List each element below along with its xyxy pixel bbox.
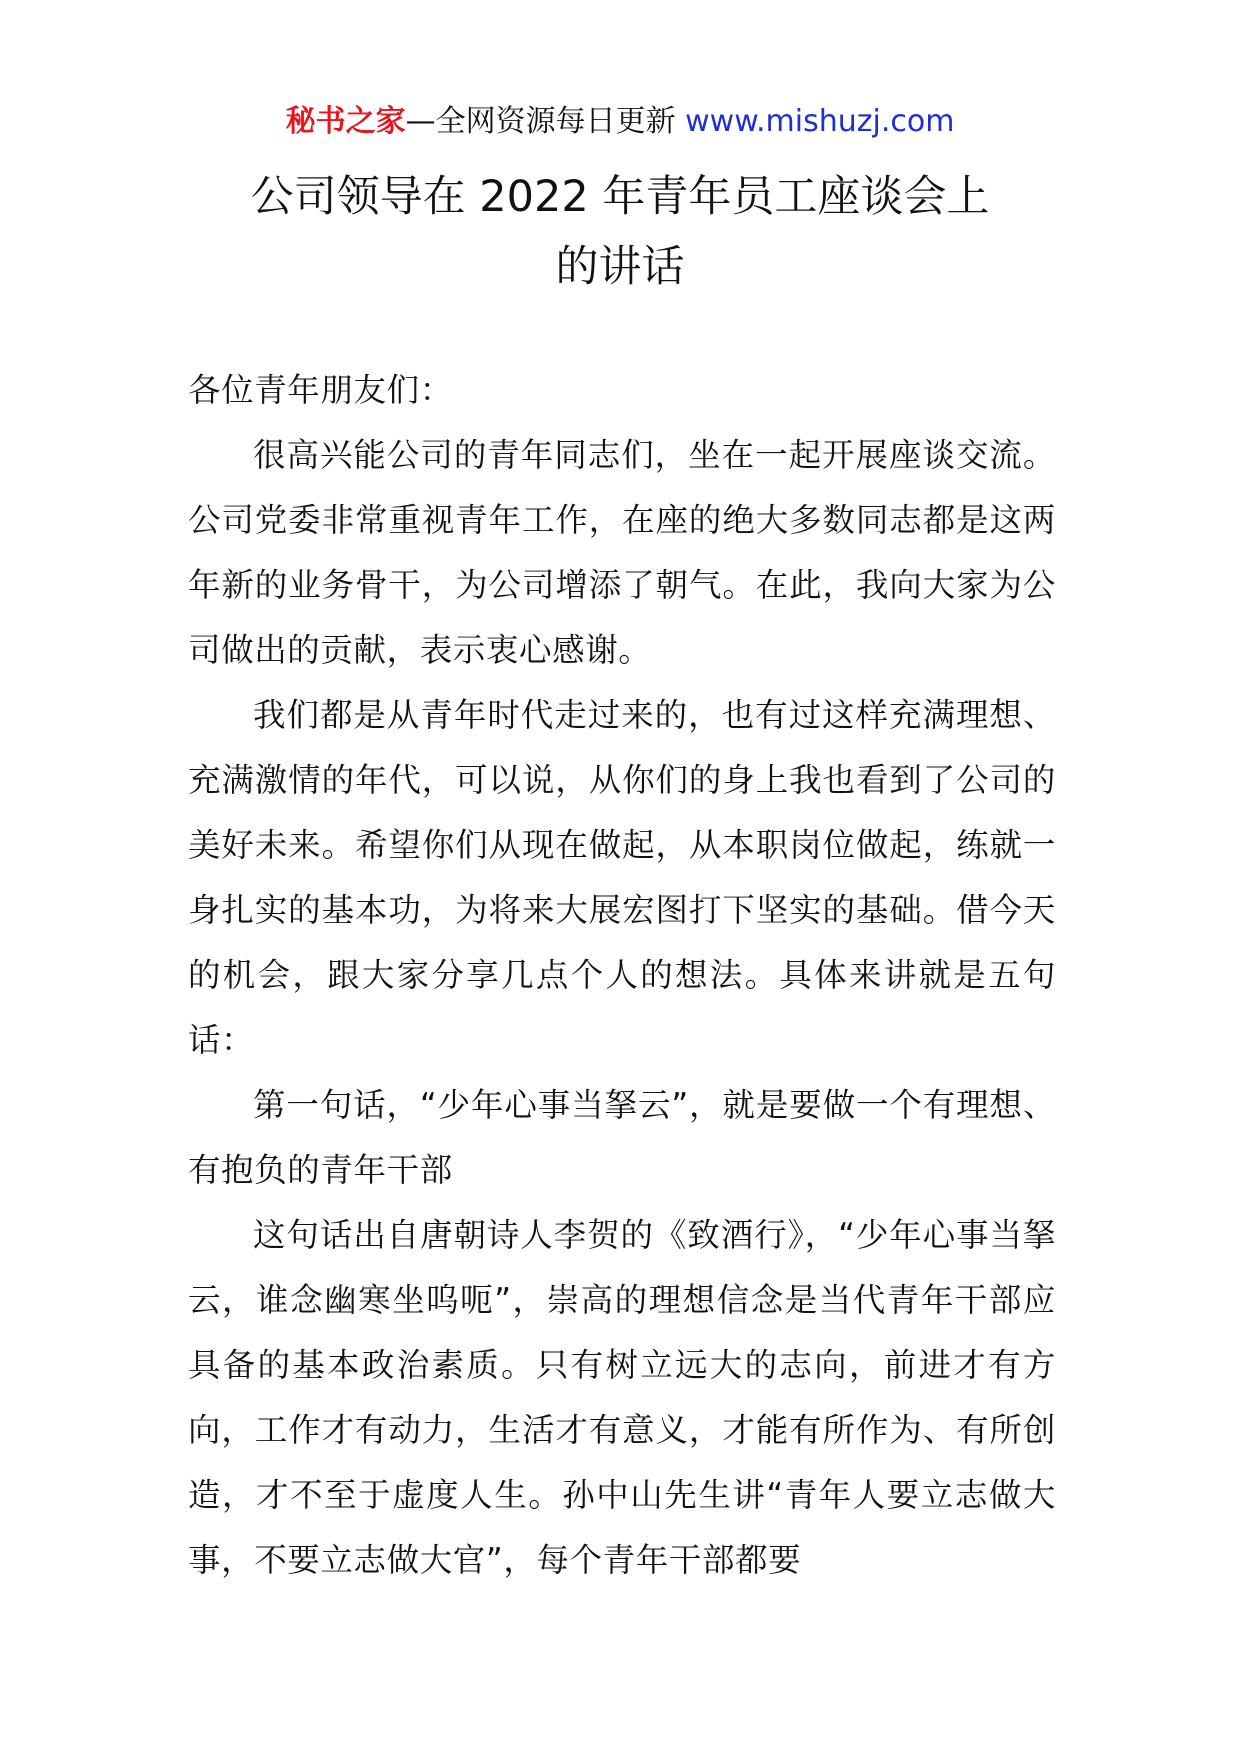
brand-name: 秘书之家 xyxy=(285,104,406,139)
header-tagline: —全网资源每日更新 xyxy=(405,104,686,139)
title-line-2: 的讲话 xyxy=(555,242,685,292)
salutation: 各位青年朋友们： xyxy=(188,371,453,409)
title-line-1: 公司领导在 2022 年青年员工座谈会上 xyxy=(250,172,990,222)
paragraph-1: 很高兴能公司的青年同志们，坐在一起开展座谈交流。公司党委非常重视青年工作，在座的绝大多数同志都是这两年新的业务骨干，为公司增添了朝气。在此，我向大家为公司做出的贡献，表示衷心感谢。 xyxy=(188,436,1056,669)
site-header xyxy=(0,100,1240,144)
section-heading-1: 第一句话，“少年心事当拏云”，就是要做一个有理想、有抱负的青年干部 xyxy=(188,1086,1056,1189)
site-url-link[interactable]: www.mishuzj.com xyxy=(685,104,955,139)
paragraph-2: 我们都是从青年时代走过来的，也有过这样充满理想、充满激情的年代，可以说，从你们的身上我也看到了公司的美好未来。希望你们从现在做起，从本职岗位做起，练就一身扎实的基本功，为将来大展宏图打下坚实的基础。借今天的机会，跟大家分享几点个人的想法。具体来讲就是五句话： xyxy=(188,696,1056,1059)
speech-body xyxy=(188,358,1056,1593)
document-title xyxy=(0,162,1240,302)
paragraph-3: 这句话出自唐朝诗人李贺的《致酒行》，“少年心事当拏云，谁念幽寒坐呜呃”，崇高的理想信念是当代青年干部应具备的基本政治素质。只有树立远大的志向，前进才有方向，工作才有动力，生活才有意义，才能有所作为、有所创造，才不至于虚度人生。孙中山先生讲“青年人要立志做大事，不要立志做大官”，每个青年干部都要 xyxy=(188,1216,1056,1579)
